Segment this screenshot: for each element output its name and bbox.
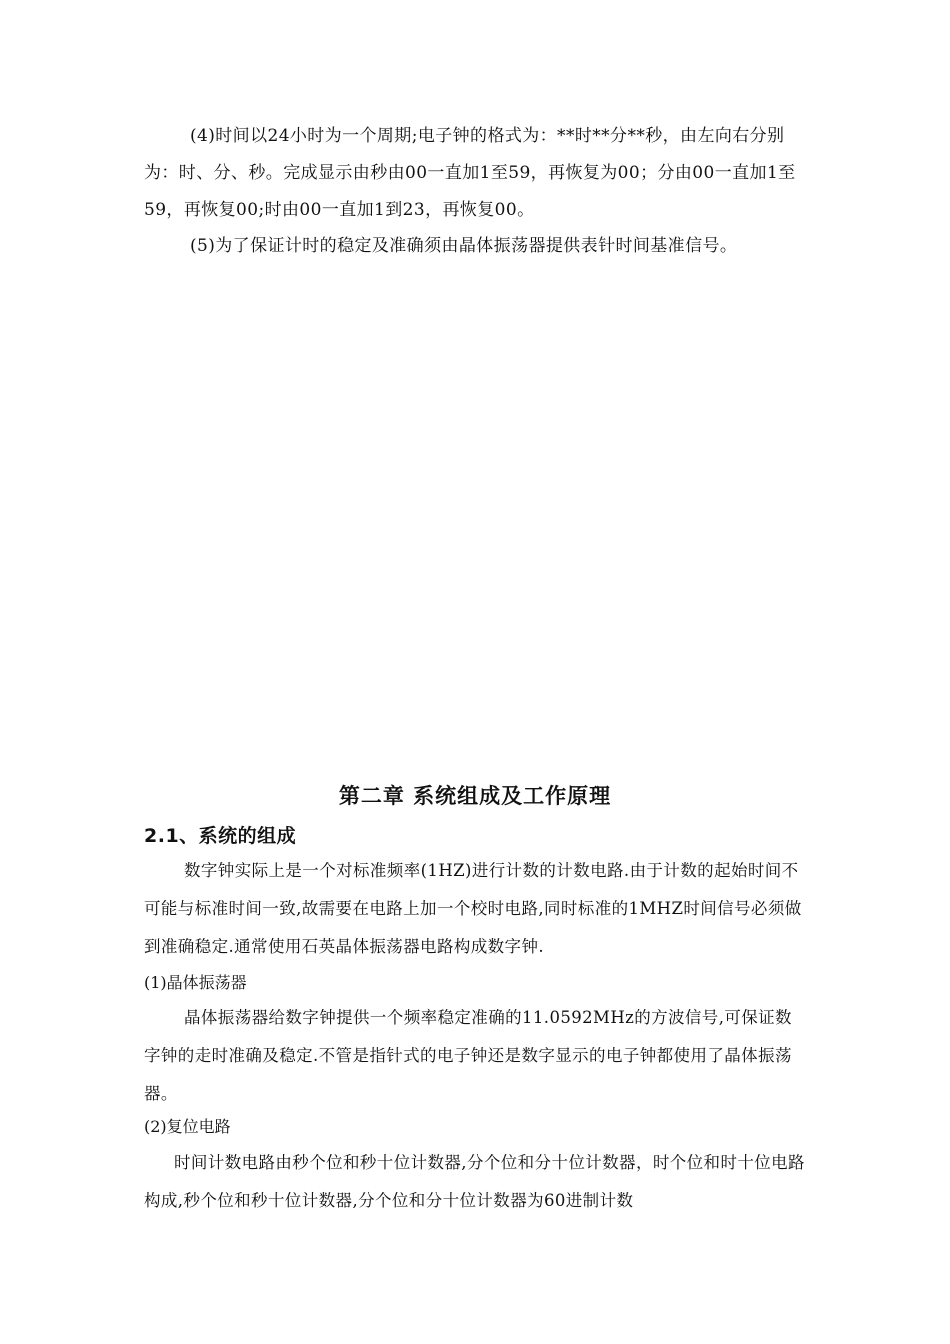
subheading-reset-circuit: (2)复位电路 <box>144 1117 231 1136</box>
chapter-title: 第二章 系统组成及工作原理 <box>338 784 612 808</box>
paragraph-time-format: (4)时间以24小时为一个周期;电子钟的格式为：**时**分**秒，由左向右分别为：时、分、秒。完成显示由秒由00一直加1至59，再恢复为00；分由00一直加1至59，再恢复00;时由00一直加1到23，再恢复00。 <box>144 126 796 220</box>
subheading-crystal-oscillator: (1)晶体振荡器 <box>144 973 247 992</box>
paragraph-reset-circuit: 时间计数电路由秒个位和秒十位计数器,分个位和分十位计数器，时个位和时十位电路构成,秒个位和秒十位计数器,分个位和分十位计数器为60进制计数 <box>144 1153 805 1210</box>
paragraph-crystal-oscillator: 晶体振荡器给数字钟提供一个频率稳定准确的11.0592MHz的方波信号,可保证数字钟的走时准确及稳定.不管是指针式的电子钟还是数字显示的电子钟都使用了晶体振荡器。 <box>144 1008 792 1103</box>
paragraph-crystal-reference: (5)为了保证计时的稳定及准确须由晶体振荡器提供表针时间基准信号。 <box>190 236 738 256</box>
paragraph-system-intro: 数字钟实际上是一个对标准频率(1HZ)进行计数的计数电路.由于计数的起始时间不可能与标准时间一致,故需要在电路上加一个校时电路,同时标准的1MHZ时间信号必须做到准确稳定.通常使用石英晶体振荡器电路构成数字钟. <box>144 861 802 956</box>
section-title: 2.1、系统的组成 <box>144 825 297 847</box>
